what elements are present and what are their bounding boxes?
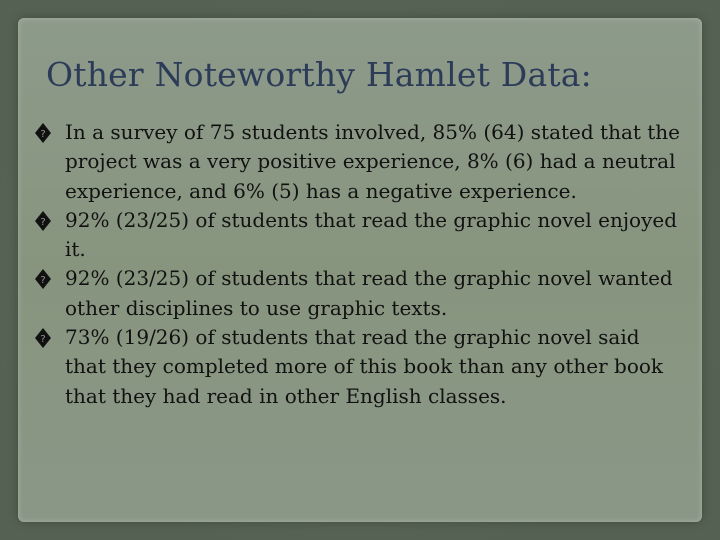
bullet-item [34,118,684,206]
bullet-text: 73% (19/26) of students that read the graphic novel said that they completed more of this book than any other book that they had read in other English classes. [65,325,664,408]
bullet-text: 92% (23/25) of students that read the graphic novel enjoyed it. [65,207,678,262]
svg-text:?: ? [40,216,46,228]
bullet-list [34,118,684,411]
slide-title: Other Noteworthy Hamlet Data: [46,55,592,94]
svg-text:?: ? [40,129,46,140]
svg-text:?: ? [40,334,46,346]
bullet-text: 92% (23/25) of students that read the graphic novel wanted other disciplines to use graphic texts. [65,266,673,320]
missing-glyph-icon [34,264,58,290]
missing-glyph-icon [34,323,58,349]
bullet-item [34,206,684,265]
svg-text:?: ? [40,275,46,287]
bullet-item [34,264,684,323]
missing-glyph-icon [34,118,58,144]
bullet-item [34,323,684,411]
bullet-text: In a survey of 75 students involved, 85% (64) stated that the project was a very positive experience, 8% (6) had a neutral experience, and 6% (5) has a negative experience. [65,120,681,203]
missing-glyph-icon [34,206,58,232]
